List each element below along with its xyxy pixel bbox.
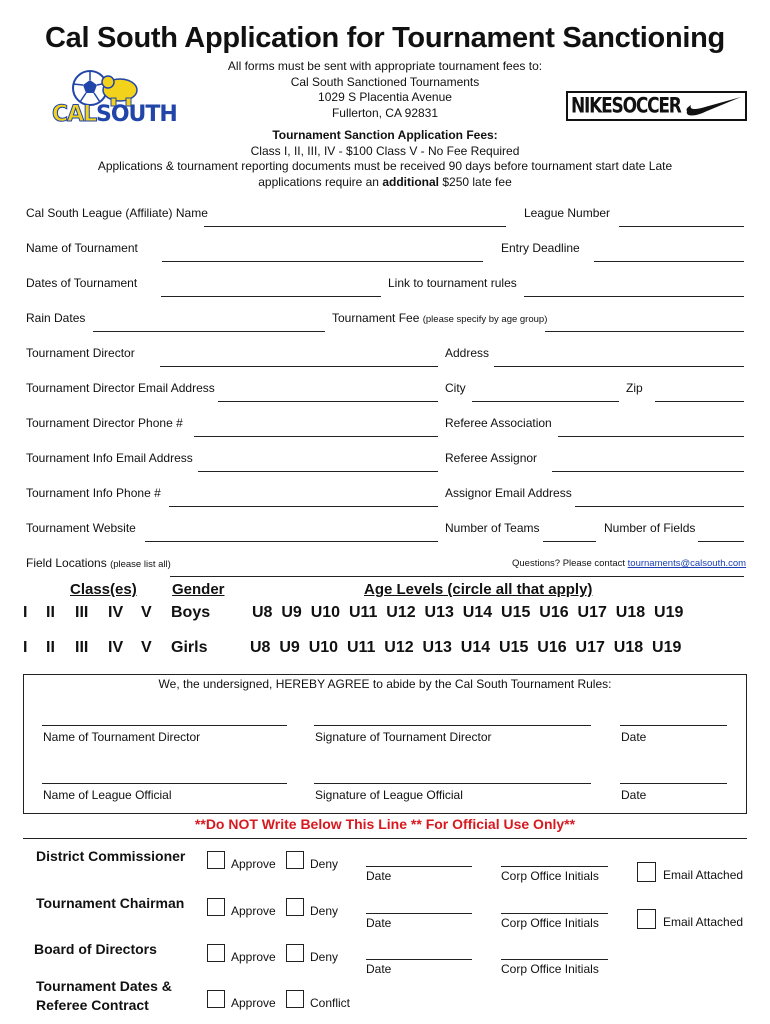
approve-label: Approve — [231, 904, 276, 918]
address-line[interactable] — [494, 366, 744, 367]
official-date-label: Date — [621, 788, 647, 802]
gender-boys[interactable]: Boys — [171, 604, 211, 621]
late-fee-line — [80, 175, 690, 191]
header-city: Fullerton, CA 92831 — [331, 105, 439, 120]
age-option[interactable]: U11 — [346, 639, 376, 656]
age-row-boys — [252, 604, 683, 622]
gender-heading: Gender — [172, 581, 225, 598]
age-option[interactable]: U9 — [279, 639, 300, 656]
late-fee-pre: applications require an — [258, 174, 379, 189]
deny-label: Deny — [310, 904, 339, 918]
ref-assignor-label: Referee Assignor — [445, 451, 538, 465]
age-option[interactable]: U15 — [499, 639, 529, 656]
info-email-line[interactable] — [198, 471, 438, 472]
class-row-girls — [23, 639, 163, 661]
email-attached-checkbox[interactable] — [637, 909, 656, 929]
class-option[interactable]: IV — [108, 639, 124, 656]
age-option[interactable]: U11 — [348, 604, 378, 621]
age-option[interactable]: U19 — [652, 639, 682, 656]
corp-initials-label: Corp Office Initials — [501, 916, 599, 930]
director-label: Tournament Director — [26, 346, 135, 360]
field-locations-text: Field Locations — [26, 556, 107, 570]
website-label: Tournament Website — [26, 521, 136, 535]
field-locations-label — [26, 556, 171, 570]
rules-link-label: Link to tournament rules — [388, 276, 517, 290]
city-line[interactable] — [472, 401, 619, 402]
class-option[interactable]: I — [23, 639, 28, 656]
website-line[interactable] — [145, 541, 438, 542]
official-warning: **Do NOT Write Below This Line ** For Official Use Only** — [194, 816, 576, 832]
deny-label: Deny — [310, 857, 339, 871]
fee-line[interactable] — [545, 331, 744, 332]
official-row-title: District Commissioner — [36, 848, 186, 864]
ref-assoc-line[interactable] — [558, 436, 744, 437]
header-street: 1029 S Placentia Avenue — [318, 90, 452, 104]
corp-initials-line[interactable] — [501, 866, 608, 867]
questions-text: Questions? Please contact — [512, 558, 626, 569]
fees-heading: Tournament Sanction Application Fees: — [272, 128, 498, 142]
num-fields-label: Number of Fields — [604, 521, 696, 535]
dates-label: Dates of Tournament — [26, 276, 138, 290]
email-attached-checkbox[interactable] — [637, 862, 656, 882]
class-row-boys — [23, 604, 163, 626]
official-row-title: Tournament Chairman — [36, 895, 185, 911]
class-heading: Class(es) — [70, 581, 137, 598]
rain-dates-label: Rain Dates — [26, 311, 86, 325]
age-option[interactable]: U14 — [460, 639, 491, 656]
age-option[interactable]: U10 — [310, 604, 341, 621]
class-option[interactable]: IV — [108, 604, 124, 621]
email-attached-label: Email Attached — [663, 868, 744, 882]
conflict-label: Conflict — [310, 996, 351, 1010]
official-sig-line[interactable] — [314, 783, 591, 784]
zip-label: Zip — [626, 381, 643, 395]
questions-contact — [512, 558, 746, 569]
age-option[interactable]: U10 — [308, 639, 339, 656]
age-option[interactable]: U19 — [654, 604, 684, 621]
entry-deadline-label: Entry Deadline — [501, 241, 580, 255]
age-option[interactable]: U14 — [462, 604, 493, 621]
class-option[interactable]: II — [46, 639, 55, 656]
age-option[interactable]: U16 — [539, 604, 569, 621]
director-sig-label: Signature of Tournament Director — [315, 730, 492, 744]
league-number-label: League Number — [524, 206, 611, 220]
calsouth-logo-south: SOUTH — [96, 102, 177, 127]
gender-girls[interactable]: Girls — [171, 639, 208, 656]
official-row-title — [36, 977, 172, 1015]
fee-note: (please specify by age group) — [422, 314, 548, 325]
age-option[interactable]: U18 — [615, 604, 646, 621]
conflict-checkbox[interactable] — [286, 990, 304, 1008]
late-fee-bold: additional — [382, 174, 439, 189]
official-date-label: Date — [366, 869, 392, 883]
official-divider — [23, 838, 747, 839]
official-date-label: Date — [366, 962, 392, 976]
class-option[interactable]: I — [23, 604, 28, 621]
calsouth-logo-cal: CAL — [52, 102, 97, 127]
director-email-line[interactable] — [218, 401, 438, 402]
ref-assoc-label: Referee Association — [445, 416, 552, 430]
age-row-girls — [250, 639, 681, 657]
corp-initials-label: Corp Office Initials — [501, 962, 599, 976]
league-name-label: Cal South League (Affiliate) Name — [26, 206, 208, 220]
field-locations-note: (please list all) — [110, 559, 171, 570]
corp-initials-line[interactable] — [501, 913, 608, 914]
official-date-line[interactable] — [366, 866, 472, 867]
age-option[interactable]: U8 — [250, 639, 271, 656]
rain-dates-line[interactable] — [93, 331, 325, 332]
official-row-title-line1: Tournament Dates & — [36, 978, 172, 994]
num-teams-label: Number of Teams — [445, 521, 540, 535]
info-phone-label: Tournament Info Phone # — [26, 486, 161, 500]
director-sig-line[interactable] — [314, 725, 591, 726]
approve-checkbox[interactable] — [207, 898, 225, 916]
official-date-line[interactable] — [366, 913, 472, 914]
official-name-label: Name of League Official — [43, 788, 172, 802]
official-row-title: Board of Directors — [34, 941, 157, 957]
dates-line[interactable] — [161, 296, 381, 297]
fee-label-text: Tournament Fee — [332, 311, 420, 325]
deadline-line: Applications & tournament reporting documents must be received 90 days before tournament start date Late — [97, 159, 673, 173]
agreement-text: We, the undersigned, HEREBY AGREE to abide by the Cal South Tournament Rules: — [158, 677, 612, 691]
official-date-line[interactable] — [620, 783, 727, 784]
email-attached-label: Email Attached — [663, 915, 744, 929]
age-option[interactable]: U13 — [422, 639, 452, 656]
age-option[interactable]: U15 — [501, 604, 531, 621]
num-fields-line[interactable] — [698, 541, 744, 542]
fees-line: Class I, II, III, IV - $100 Class V - No Fee Required — [250, 143, 520, 158]
entry-deadline-line[interactable] — [594, 261, 744, 262]
tournament-name-label: Name of Tournament — [26, 241, 138, 255]
contact-email-link[interactable]: tournaments@calsouth.com — [627, 558, 747, 569]
deny-label: Deny — [310, 950, 339, 964]
age-option[interactable]: U17 — [577, 604, 607, 621]
director-phone-label: Tournament Director Phone # — [26, 416, 183, 430]
approve-checkbox[interactable] — [207, 990, 225, 1008]
nike-soccer-logo — [566, 91, 747, 121]
official-row-title-line2: Referee Contract — [36, 997, 149, 1013]
zip-line[interactable] — [655, 401, 744, 402]
class-option[interactable]: II — [46, 604, 55, 621]
approve-checkbox[interactable] — [207, 944, 225, 962]
deny-checkbox[interactable] — [286, 851, 304, 869]
deny-checkbox[interactable] — [286, 898, 304, 916]
age-option[interactable]: U18 — [613, 639, 644, 656]
swoosh-icon — [683, 95, 743, 117]
age-option[interactable]: U12 — [384, 639, 414, 656]
age-option[interactable]: U9 — [281, 604, 302, 621]
age-option[interactable]: U8 — [252, 604, 273, 621]
fee-label — [332, 311, 547, 325]
league-number-line[interactable] — [619, 226, 744, 227]
age-option[interactable]: U13 — [424, 604, 454, 621]
deny-checkbox[interactable] — [286, 944, 304, 962]
league-name-line[interactable] — [204, 226, 506, 227]
approve-label: Approve — [231, 950, 276, 964]
official-date-line[interactable] — [366, 959, 472, 960]
nike-soccer-text: NIKESOCCER — [571, 93, 681, 119]
approve-label: Approve — [231, 857, 276, 871]
approve-label: Approve — [231, 996, 276, 1010]
rules-link-line[interactable] — [524, 296, 744, 297]
corp-initials-label: Corp Office Initials — [501, 869, 599, 883]
tournament-name-line[interactable] — [162, 261, 483, 262]
director-name-line[interactable] — [42, 725, 287, 726]
age-option[interactable]: U17 — [575, 639, 605, 656]
official-name-line[interactable] — [42, 783, 287, 784]
director-email-label: Tournament Director Email Address — [26, 381, 215, 395]
class-option[interactable]: V — [141, 639, 152, 656]
page-title: Cal South Application for Tournament Sanctioning — [45, 22, 725, 54]
director-line[interactable] — [160, 366, 438, 367]
class-option[interactable]: V — [141, 604, 152, 621]
age-heading: Age Levels (circle all that apply) — [364, 581, 593, 598]
num-teams-line[interactable] — [543, 541, 596, 542]
assignor-email-label: Assignor Email Address — [445, 486, 572, 500]
assignor-email-line[interactable] — [575, 506, 744, 507]
city-label: City — [445, 381, 466, 395]
director-name-label: Name of Tournament Director — [43, 730, 201, 744]
director-date-label: Date — [621, 730, 647, 744]
ref-assignor-line[interactable] — [552, 471, 744, 472]
class-option[interactable]: III — [75, 604, 89, 621]
official-sig-label: Signature of League Official — [315, 788, 463, 802]
age-option[interactable]: U12 — [386, 604, 416, 621]
corp-initials-line[interactable] — [501, 959, 608, 960]
director-date-line[interactable] — [620, 725, 727, 726]
official-date-label: Date — [366, 916, 392, 930]
info-phone-line[interactable] — [169, 506, 438, 507]
field-locations-line[interactable] — [170, 576, 744, 577]
info-email-label: Tournament Info Email Address — [26, 451, 193, 465]
age-option[interactable]: U16 — [537, 639, 567, 656]
header-org: Cal South Sanctioned Tournaments — [290, 74, 480, 89]
director-phone-line[interactable] — [194, 436, 438, 437]
approve-checkbox[interactable] — [207, 851, 225, 869]
address-label: Address — [445, 346, 490, 360]
late-fee-post: $250 late fee — [442, 174, 512, 189]
class-option[interactable]: III — [75, 639, 89, 656]
header-intro: All forms must be sent with appropriate tournament fees to: — [227, 59, 543, 73]
